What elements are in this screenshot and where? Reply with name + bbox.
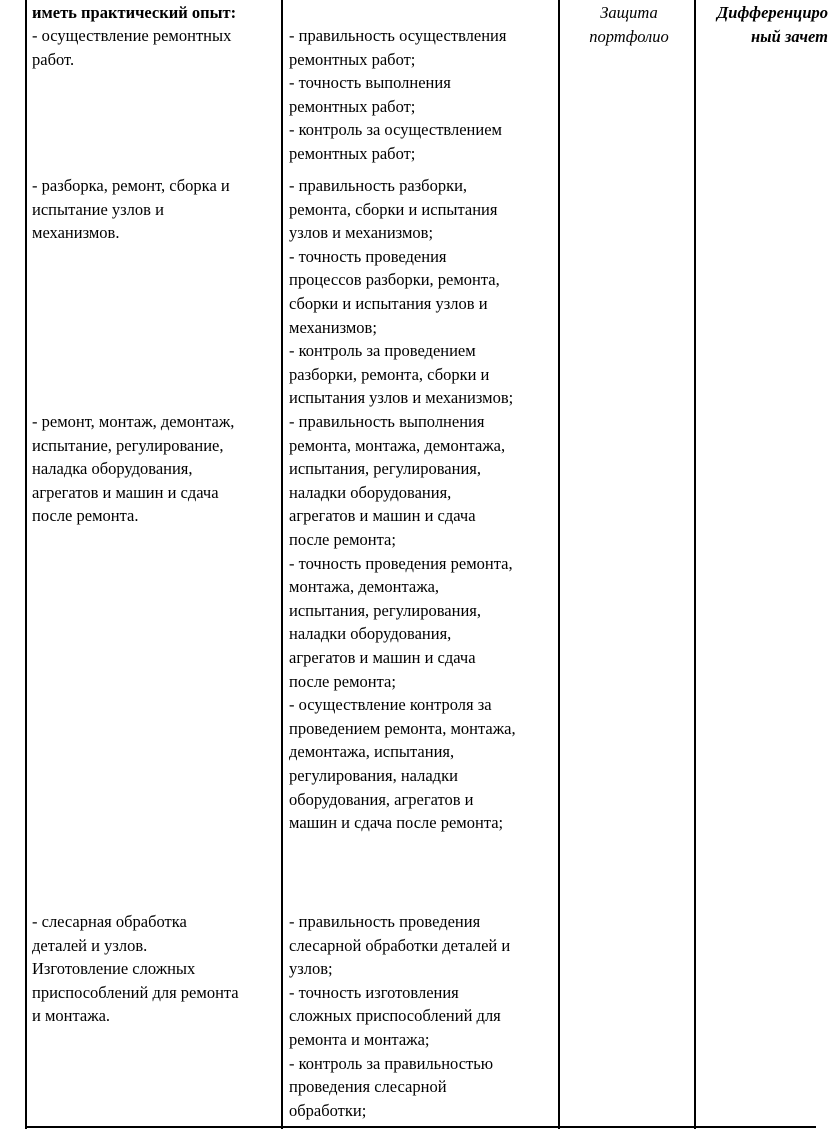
table-divider-1 — [281, 0, 283, 1129]
col1-item: - слесарная обработка деталей и узлов. Изготовление сложных приспособлений для ремонта и монтажа. — [32, 912, 239, 1026]
table-divider-3 — [694, 0, 696, 1129]
table-divider-2 — [558, 0, 560, 1129]
col1-heading: иметь практический опыт: — [32, 3, 237, 22]
col1-item: - ремонт, монтаж, демонтаж, испытание, регулирование, наладка оборудования, агрегатов и машин и сдача после ремонта. — [32, 412, 235, 526]
table-border-left — [25, 0, 27, 1129]
col2-item: - правильность выполнения ремонта, монтажа, демонтажа, испытания, регулирования, наладки оборудования, агрегатов и машин и сдача после ремонта; - точность проведения ремонта, монтажа, демонтажа, испытания, регулирования, наладки оборудования, агрегатов и машин и сдача после ремонта; - осуществление контроля за проведением ремонта, монтажа, демонтажа, испытания, регулирования, наладки оборудования, агрегатов и машин и сдача после ремонта; — [289, 412, 516, 833]
col4-cell — [696, 0, 828, 80]
attestation-form: Дифференциро ный зачет — [717, 3, 828, 46]
table-border-bottom — [25, 1126, 816, 1128]
col1-item: - разборка, ремонт, сборка и испытание узлов и механизмов. — [32, 176, 230, 243]
col1-item: - осуществление ремонтных работ. — [32, 26, 232, 69]
col2-item: - правильность проведения слесарной обработки деталей и узлов; - точность изготовления сложных приспособлений для ремонта и монтажа; - контроль за правильностью проведения слесарной обработки; — [289, 912, 511, 1120]
col2-item: - правильность осуществления ремонтных работ; - точность выполнения ремонтных работ; - контроль за осуществлением ремонтных работ; — [289, 26, 507, 163]
col2-item: - правильность разборки, ремонта, сборки и испытания узлов и механизмов; - точность проведения процессов разборки, ремонта, сборки и испытания узлов и механизмов; - контроль за проведением разборки, ремонта, сборки и испытания узлов и механизмов; — [289, 176, 514, 408]
assessment-form: Защита портфолио — [589, 3, 669, 46]
